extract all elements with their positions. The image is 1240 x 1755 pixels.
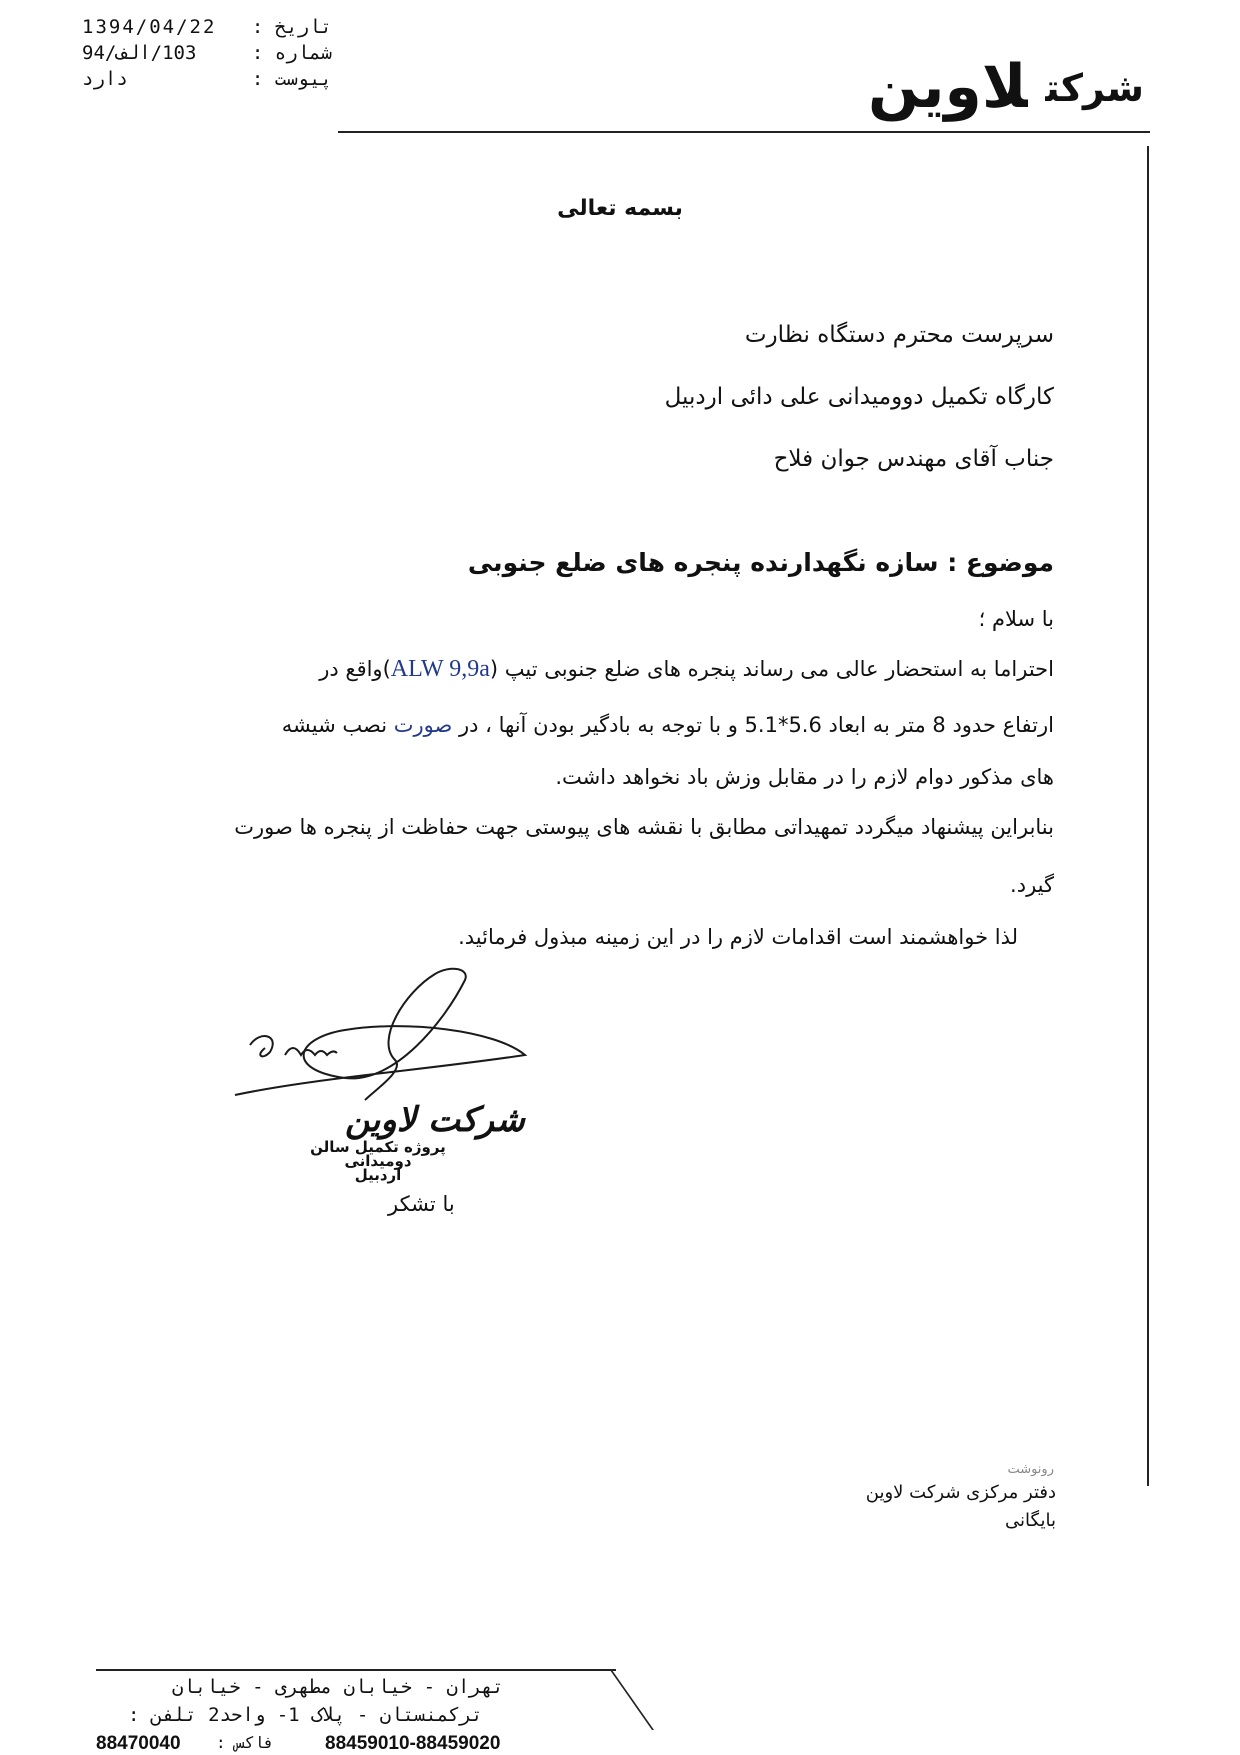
number-label: شماره :	[251, 42, 332, 64]
date-value: 1394/04/22	[82, 16, 217, 38]
p1-part-b: )واقع در	[319, 657, 391, 681]
p1-part-a: احتراما به استحضار عالی می رساند پنجره های ضلع جنوبی تیپ (	[489, 657, 1054, 681]
cc-item-head-office: دفتر مرکزی شرکت لاوین	[865, 1482, 1056, 1503]
p2-part-b: صورت	[393, 713, 453, 737]
basmala: بسمه تعالی	[557, 196, 683, 221]
number-value: 103/الف/94	[82, 42, 197, 64]
letter-subject: موضوع : سازه نگهدارنده پنجره های ضلع جنوبی	[467, 548, 1054, 577]
attachment-value: دارد	[82, 68, 128, 90]
p2-part-a: ارتفاع حدود 8 متر به ابعاد 5.6*5.1 و با توجه به بادگیر بودن آنها ، در	[459, 713, 1054, 737]
footer-line	[96, 1669, 616, 1671]
greeting: با سلام ؛	[978, 607, 1054, 631]
paragraph-line-2	[174, 710, 1054, 740]
paragraph-line-1	[174, 654, 1054, 684]
window-type: ALW 9,9a	[390, 656, 490, 682]
footer-diagonal-line	[610, 1670, 654, 1730]
paragraph-line-5: گیرد.	[1010, 873, 1054, 897]
frame-top-line	[338, 131, 1150, 133]
closing: با تشکر	[388, 1192, 455, 1216]
company-name: لاوین	[868, 52, 1028, 122]
number-row	[82, 40, 332, 66]
handwritten-signature	[225, 960, 545, 1110]
date-row	[82, 14, 332, 40]
attachment-label: پیوست :	[251, 68, 332, 90]
recipient-line-2: کارگاه تکمیل دوومیدانی علی دائی اردبیل	[664, 384, 1054, 410]
letter-meta	[82, 14, 332, 92]
stamp-project-line-2: اردبیل	[354, 1166, 402, 1184]
footer-address-line-1: تهران - خیابان مطهری - خیابان	[172, 1676, 504, 1698]
cc-heading: رونوشت	[1007, 1462, 1054, 1477]
cc-item-archive: بایگانی	[1005, 1510, 1056, 1531]
footer-phones: 88459010-88459020	[325, 1733, 501, 1754]
p2-part-c: نصب شیشه	[281, 713, 388, 737]
paragraph-line-6: لذا خواهشمند است اقدامات لازم را در این زمینه مبذول فرمائید.	[458, 925, 1018, 949]
recipient-line-1: سرپرست محترم دستگاه نظارت	[744, 322, 1054, 348]
frame-right-line	[1147, 146, 1149, 1486]
stamp-project-line-1: پروژه تکمیل سالن دومیدانی	[310, 1138, 446, 1170]
footer-address-line-2: ترکمنستان - پلاک 1- واحد2 تلفن :	[128, 1704, 483, 1726]
footer-fax-label: فاکس :	[216, 1733, 274, 1752]
date-label: تاریخ :	[251, 16, 332, 38]
attachment-row	[82, 66, 332, 92]
stamp-company: شرکت لاوین	[345, 1100, 525, 1140]
company-letterhead	[868, 52, 1144, 122]
paragraph-line-3: های مذکور دوام لازم را در مقابل وزش باد نخواهد داشت.	[555, 765, 1054, 789]
stamp-project	[278, 1140, 478, 1182]
footer-fax: 88470040	[96, 1733, 181, 1754]
paragraph-line-4: بنابراین پیشنهاد میگردد تمهیداتی مطابق با نقشه های پیوستی جهت حفاظت از پنجره ها صورت	[234, 815, 1054, 839]
company-prefix: شرکت	[1045, 66, 1144, 110]
recipient-line-3: جناب آقای مهندس جوان فلاح	[773, 446, 1054, 472]
